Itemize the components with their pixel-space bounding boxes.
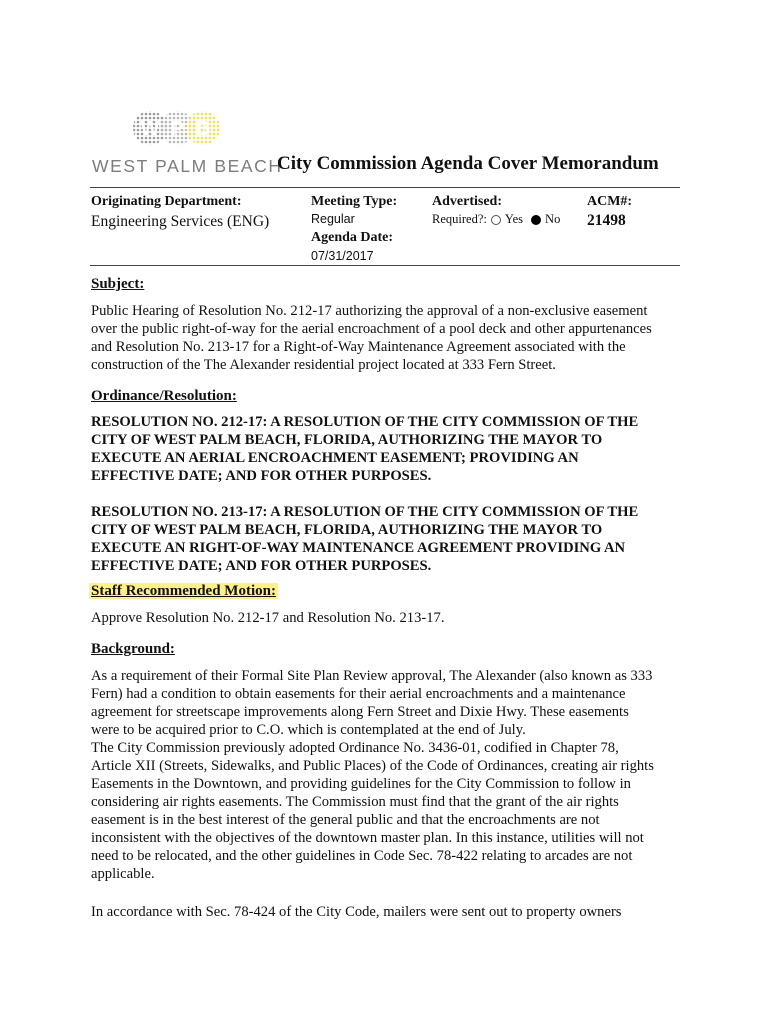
- background-line: Article XII (Streets, Sidewalks, and Public Places) of the Code of Ordinances, creating air rights: [91, 758, 654, 774]
- originating-department-value: Engineering Services (ENG): [91, 213, 270, 230]
- resolution-line: RESOLUTION NO. 212-17: A RESOLUTION OF THE CITY COMMISSION OF THE: [91, 414, 639, 430]
- meeting-type-label: Meeting Type:: [311, 194, 398, 209]
- required-label: Required?:: [432, 212, 487, 226]
- header-top-rule: [90, 187, 680, 188]
- motion-text: [91, 609, 691, 627]
- document-title: City Commission Agenda Cover Memorandum: [277, 153, 659, 174]
- resolution-213-text: [91, 503, 691, 575]
- background-line: applicable.: [91, 866, 155, 882]
- no-radio-icon[interactable]: [531, 215, 541, 225]
- logo-text: WEST PALM BEACH: [92, 156, 283, 176]
- wpb-logo-icon: [132, 104, 222, 152]
- no-label: No: [545, 212, 561, 226]
- background-line: As a requirement of their Formal Site Plan Review approval, The Alexander (also known as 333: [91, 668, 653, 684]
- resolution-line: CITY OF WEST PALM BEACH, FLORIDA, AUTHORIZING THE MAYOR TO: [91, 522, 603, 538]
- subject-line: and Resolution No. 213-17 for a Right-of-Way Maintenance Agreement associated with the: [91, 339, 626, 355]
- agenda-date-value: 07/31/2017: [311, 249, 374, 263]
- agenda-date-label: Agenda Date:: [311, 230, 394, 245]
- background-heading: Background:: [91, 641, 175, 657]
- header-bottom-rule: [90, 265, 680, 266]
- background-line: considering air rights easements. The Commission must find that the grant of the air rights: [91, 794, 619, 810]
- svg-text:P: P: [170, 118, 184, 140]
- svg-text:W: W: [140, 118, 160, 140]
- background-line: Fern) had a condition to obtain easements for their aerial encroachments and a maintenance: [91, 686, 626, 702]
- originating-department-label: Originating Department:: [91, 194, 242, 209]
- resolution-212-text: [91, 413, 691, 485]
- resolution-line: RESOLUTION NO. 213-17: A RESOLUTION OF THE CITY COMMISSION OF THE: [91, 504, 639, 520]
- background-line: Easements in the Downtown, and providing guidelines for the City Commission to follow in: [91, 776, 631, 792]
- resolution-line: CITY OF WEST PALM BEACH, FLORIDA, AUTHORIZING THE MAYOR TO: [91, 432, 603, 448]
- subject-line: Public Hearing of Resolution No. 212-17 authorizing the approval of a non-exclusive easement: [91, 303, 648, 319]
- background-line: The City Commission previously adopted Ordinance No. 3436-01, codified in Chapter 78,: [91, 740, 619, 756]
- background-text: [91, 667, 691, 883]
- acm-label: ACM#:: [587, 194, 633, 209]
- motion-line: Approve Resolution No. 212-17 and Resolution No. 213-17.: [91, 610, 445, 626]
- yes-radio-icon[interactable]: [491, 215, 501, 225]
- background-line: In accordance with Sec. 78-424 of the City Code, mailers were sent out to property owners: [91, 904, 622, 920]
- background-line: agreement for streetscape improvements along Fern Street and Dixie Hwy. These easements: [91, 704, 629, 720]
- resolution-line: EXECUTE AN RIGHT-OF-WAY MAINTENANCE AGREEMENT PROVIDING AN: [91, 540, 626, 556]
- background-continuation: [91, 903, 691, 921]
- background-line: need to be relocated, and the other guidelines in Code Sec. 78-422 relating to arcades are not: [91, 848, 633, 864]
- svg-text:B: B: [195, 118, 211, 140]
- subject-line: construction of the The Alexander residential project located at 333 Fern Street.: [91, 357, 556, 373]
- resolution-line: EFFECTIVE DATE; AND FOR OTHER PURPOSES.: [91, 468, 432, 484]
- motion-heading: [89, 583, 278, 600]
- city-logo: [92, 104, 283, 182]
- subject-line: over the public right-of-way for the aerial encroachment of a pool deck and other appurtenances: [91, 321, 652, 337]
- background-line: easement is in the best interest of the general public and that the encroachments are not: [91, 812, 600, 828]
- ordinance-heading: Ordinance/Resolution:: [91, 388, 237, 404]
- subject-heading: Subject:: [91, 276, 145, 292]
- motion-heading-highlight: Staff Recommended Motion:: [91, 583, 276, 599]
- resolution-line: EFFECTIVE DATE; AND FOR OTHER PURPOSES.: [91, 558, 432, 574]
- background-line: inconsistent with the objectives of the downtown master plan. In this instance, utilities will not: [91, 830, 644, 846]
- advertised-label: Advertised:: [432, 194, 502, 209]
- subject-text: [91, 302, 691, 374]
- background-line: were to be acquired prior to C.O. which is contemplated at the end of July.: [91, 722, 526, 738]
- yes-label: Yes: [504, 212, 524, 226]
- resolution-line: EXECUTE AN AERIAL ENCROACHMENT EASEMENT; PROVIDING AN: [91, 450, 579, 466]
- meeting-type-value: Regular: [311, 212, 355, 226]
- required-row: [432, 212, 560, 227]
- acm-number: 21498: [587, 212, 626, 229]
